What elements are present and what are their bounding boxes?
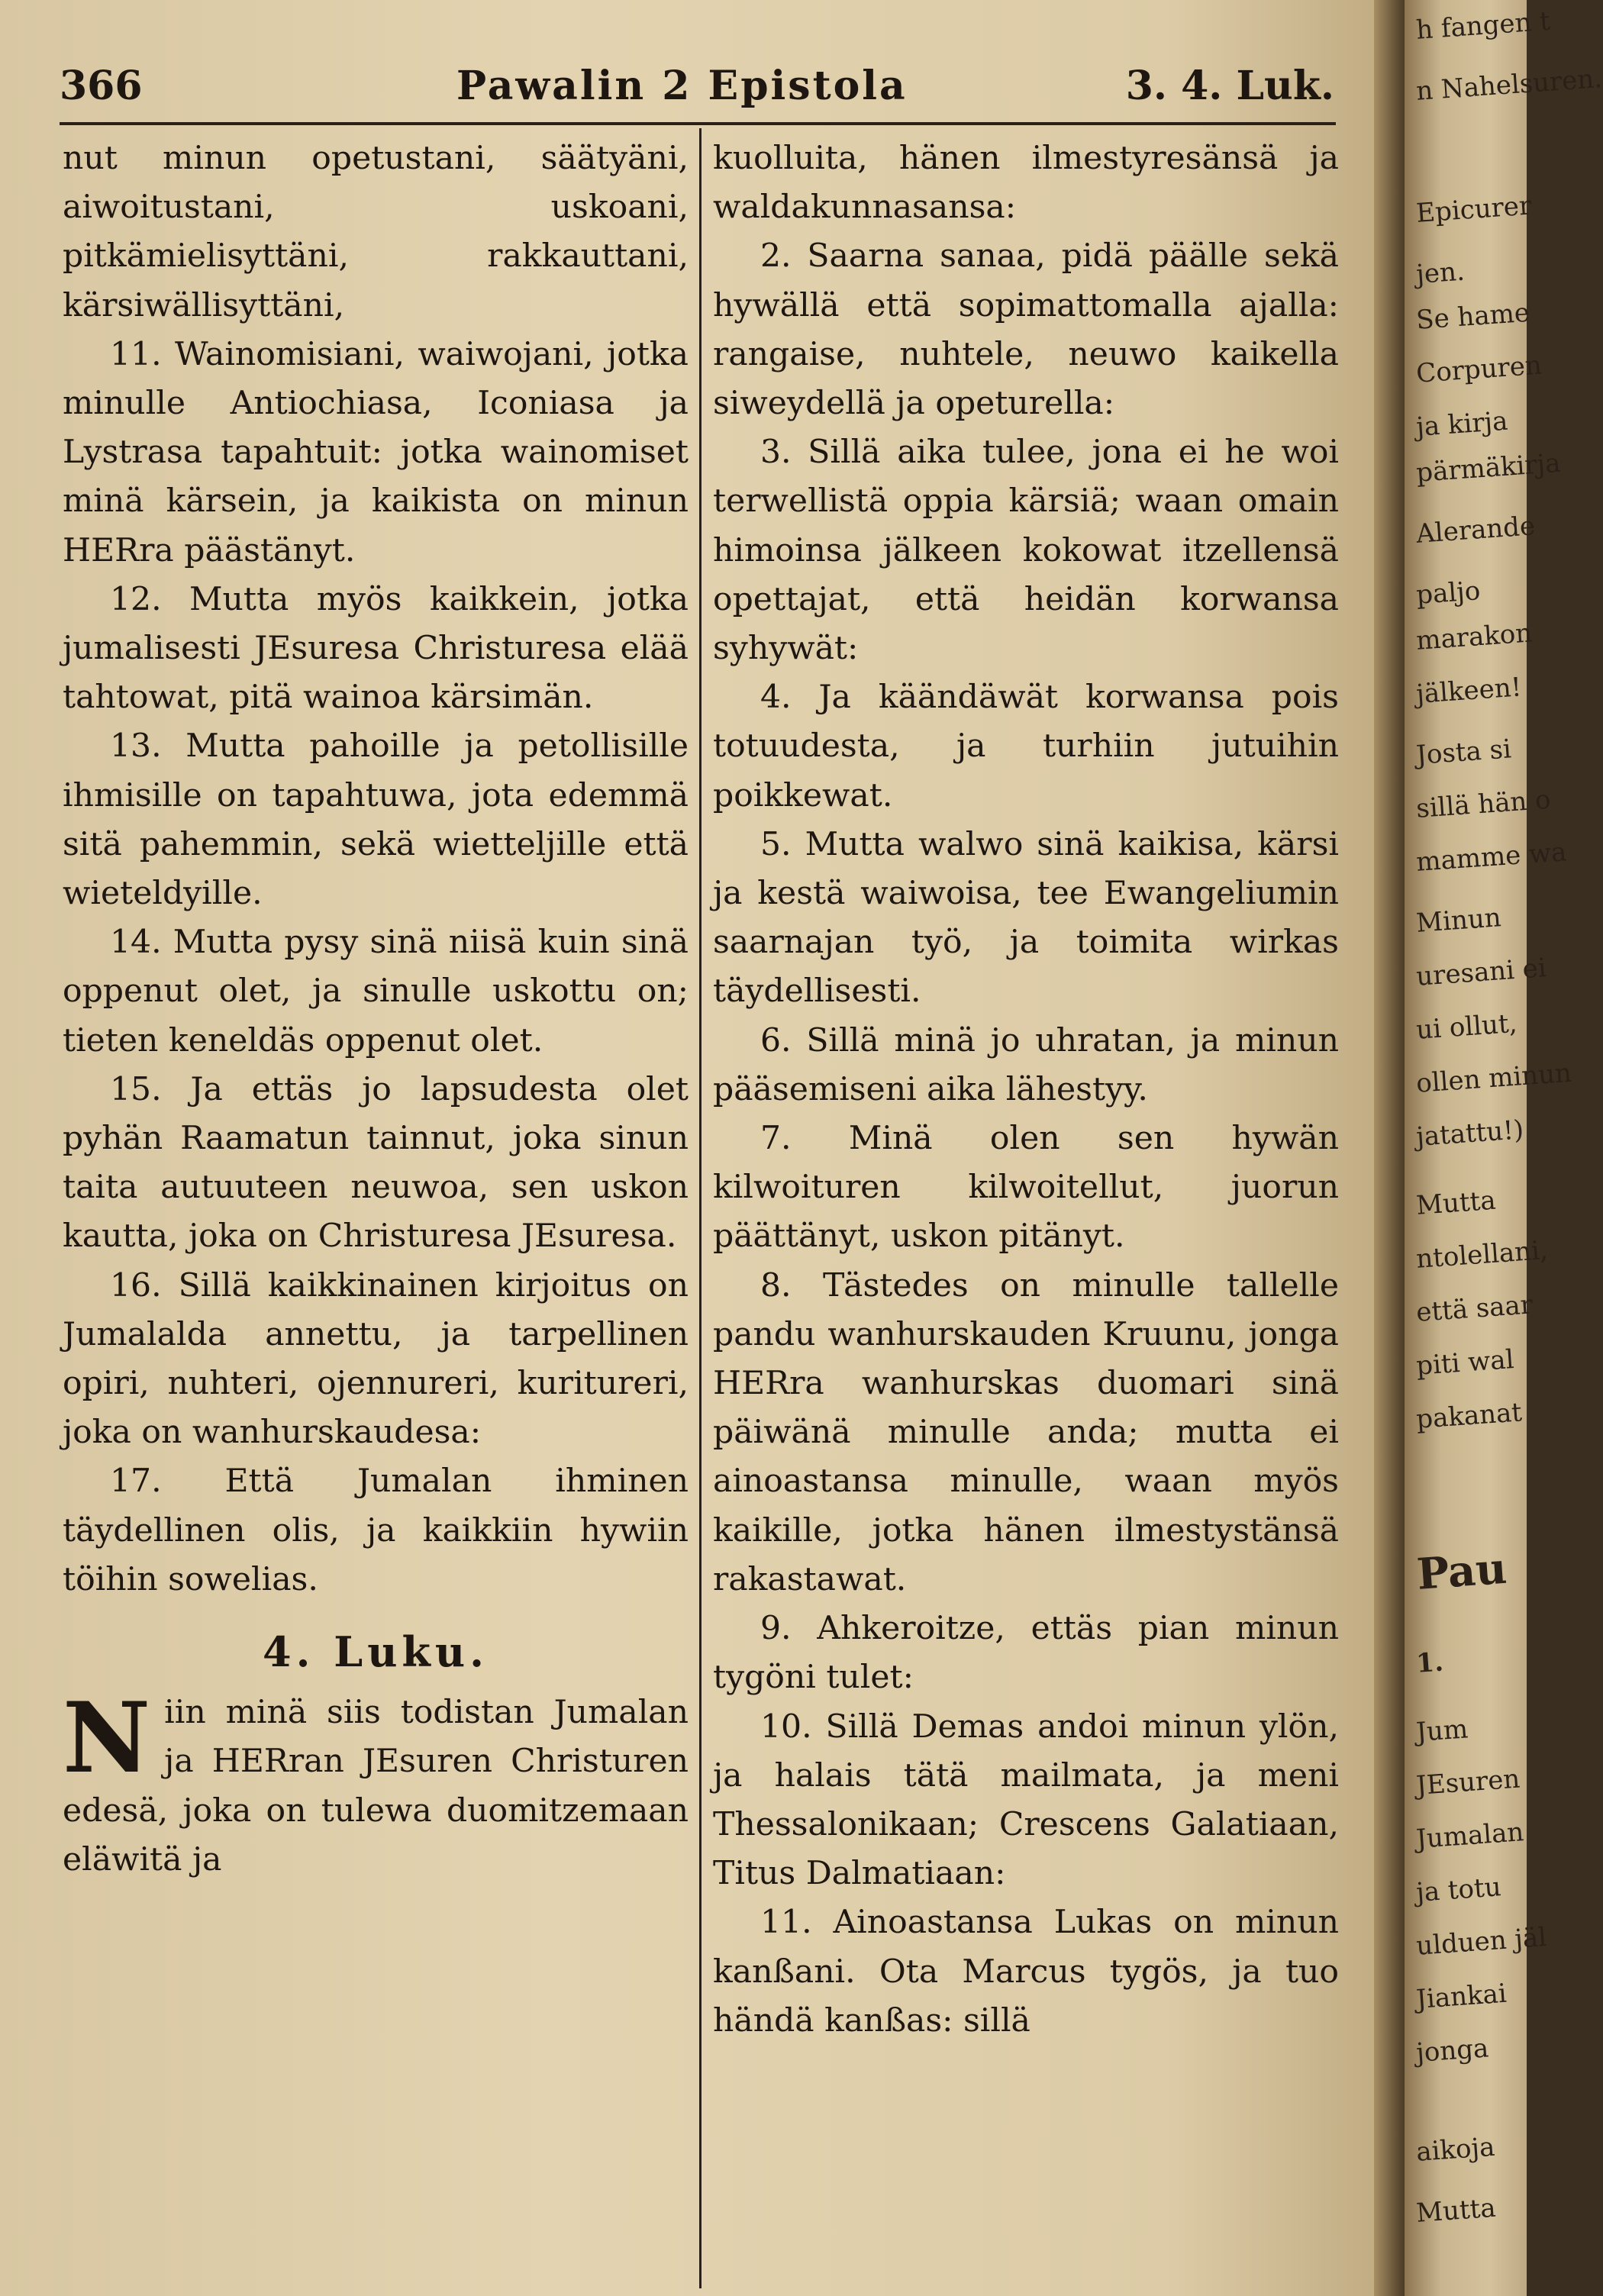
verse-8: 8. Tästedes on minulle tallelle pandu wanhurskauden Kruunu, jonga HERra wanhurskas duomari sinä päiwänä minulle anda; mutta ei ainoastansa minulle, waan myös kaikille, jotka hänen ilmestystänsä rakastawat. <box>713 1266 1339 1598</box>
adjacent-fragment: marakon <box>1415 618 1534 656</box>
adjacent-fragment: jälkeen! <box>1415 672 1523 710</box>
adjacent-fragment: n Nahelsuren. <box>1415 63 1603 107</box>
adjacent-fragment: jatattu!) <box>1415 1114 1525 1153</box>
header-rule <box>60 122 1336 125</box>
continued-verse: nut minun opetustani, säätyäni, aiwoitustani, uskoani, pitkämielisyttäni, rakkauttani, kärsiwällisyttäni, <box>63 140 689 324</box>
book-gutter <box>1374 0 1405 2296</box>
right-column <box>713 134 1339 2046</box>
adjacent-fragment: sillä hän o <box>1415 784 1552 824</box>
page-number: 366 <box>60 63 143 109</box>
verse-15: 15. Ja ettäs jo lapsudesta olet pyhän Raamatun tainnut, joka sinun taita autuuteen neuwoa, sen uskon kautta, joka on Christuresa JEsuresa. <box>63 1070 689 1256</box>
adjacent-fragment: Minun <box>1415 902 1502 939</box>
adjacent-fragment: ulduen jäl <box>1415 1922 1548 1962</box>
adjacent-fragment: pakanat <box>1415 1397 1524 1435</box>
adjacent-fragment: Alerande <box>1415 511 1537 550</box>
verse-11: 11. Ainoastansa Lukas on minun kanßani. Ota Marcus tygös, ja tuo händä kanßas: sillä <box>713 1904 1339 2040</box>
verse-10: 10. Sillä Demas andoi minun ylön, ja halais tätä mailmata, ja meni Thessalonikaan; Crescens Galatiaan, Titus Dalmatiaan: <box>713 1707 1339 1893</box>
adjacent-fragment: paljo <box>1415 576 1482 611</box>
adjacent-fragment: Josta si <box>1415 734 1513 771</box>
verse-2: 2. Saarna sanaa, pidä päälle sekä hywällä että sopimattomalla ajalla: rangaise, nuhtele, neuwo kaikella siweydellä ja opeturella: <box>713 237 1339 423</box>
adjacent-fragment: Jum <box>1415 1714 1469 1748</box>
adjacent-fragment: Mutta <box>1415 2192 1497 2229</box>
verse-9: 9. Ahkeroitze, ettäs pian minun tygöni tulet: <box>713 1610 1339 1697</box>
adjacent-fragment: ntolellani, <box>1415 1234 1549 1275</box>
adjacent-fragment: ollen minun <box>1415 1057 1573 1099</box>
adjacent-fragment: että saar <box>1415 1289 1534 1328</box>
chapter-heading: 4. Luku. <box>263 1627 489 1677</box>
adjacent-page-edge <box>1405 0 1603 2296</box>
verse-5: 5. Mutta walwo sinä kaikisa, kärsi ja kestä waiwoisa, tee Ewangeliumin saarnajan työ, ja toimita wirkas täydellisesti. <box>713 825 1339 1011</box>
verse-12: 12. Mutta myös kaikkein, jotka jumalisesti JEsuresa Christuresa elää tahtowat, pitä wainoa kärsimän. <box>63 580 689 717</box>
continued-verse: kuolluita, hänen ilmestyresänsä ja waldakunnasansa: <box>713 140 1339 227</box>
adjacent-fragment: ja kirja <box>1415 405 1509 443</box>
column-divider <box>699 128 702 2288</box>
running-header <box>60 55 1342 116</box>
adjacent-fragment: Pau <box>1415 1543 1508 1600</box>
adjacent-fragment: piti wal <box>1415 1344 1515 1382</box>
running-title: Pawalin 2 Epistola <box>456 63 908 109</box>
adjacent-fragment: 1. <box>1415 1646 1445 1679</box>
adjacent-fragment: Epicurer <box>1415 190 1533 229</box>
adjacent-fragment: pärmäkirja <box>1415 447 1562 489</box>
adjacent-fragment: Mutta <box>1415 1185 1497 1221</box>
adjacent-fragment: Corpuren <box>1415 350 1543 389</box>
adjacent-fragment: ja totu <box>1415 1872 1502 1908</box>
adjacent-fragment: Jumalan <box>1415 1817 1525 1855</box>
chapter-reference: 3. 4. Luk. <box>1125 63 1334 109</box>
verse-1-text: iin minä siis todistan Jumalan ja HERran JEsuren Christuren edesä, joka on tulewa duomitzemaan eläwitä ja <box>63 1694 689 1878</box>
verse-3: 3. Sillä aika tulee, jona ei he woi terwellistä oppia kärsiä; waan omain himoinsa jälkeen kokowat itzellensä opettajat, että heidän korwansa syhywät: <box>713 434 1339 668</box>
verse-14: 14. Mutta pysy sinä niisä kuin sinä oppenut olet, ja sinulle uskottu on; tieten keneldäs oppenut olet. <box>63 924 689 1059</box>
adjacent-fragment: JEsuren <box>1415 1763 1521 1801</box>
verse-7: 7. Minä olen sen hywän kilwoituren kilwoitellut, juorun päättänyt, uskon pitänyt. <box>713 1120 1339 1256</box>
verse-1 <box>63 1682 689 1885</box>
adjacent-fragment: ui ollut, <box>1415 1008 1518 1046</box>
adjacent-fragment: mamme wa <box>1415 837 1568 878</box>
verse-11: 11. Wainomisiani, waiwojani, jotka minulle Antiochiasa, Iconiasa ja Lystrasa tapahtuit: jotka wainomiset minä kärsein, ja kaikista on minun HERra päästänyt. <box>63 335 689 569</box>
adjacent-fragment: jen. <box>1415 256 1466 290</box>
adjacent-fragment: Jiankai <box>1415 1978 1508 2015</box>
verse-17: 17. Että Jumalan ihminen täydellinen olis, ja kaikkiin hywiin töihin sowelias. <box>63 1462 689 1598</box>
adjacent-fragment: jonga <box>1415 2033 1490 2069</box>
verse-6: 6. Sillä minä jo uhratan, ja minun pääsemiseni aika lähestyy. <box>713 1021 1339 1108</box>
adjacent-fragment: h fangen t <box>1415 5 1552 46</box>
adjacent-fragment: aikoja <box>1415 2131 1496 2168</box>
left-column <box>63 134 689 1885</box>
adjacent-fragment: Se hame <box>1415 297 1531 336</box>
drop-cap: N <box>63 1682 151 1795</box>
verse-4: 4. Ja käändäwät korwansa pois totuudesta, ja turhiin jutuihin poikkewat. <box>713 679 1339 814</box>
adjacent-fragment: uresani ei <box>1415 953 1547 992</box>
verse-16: 16. Sillä kaikkinainen kirjoitus on Jumalalda annettu, ja tarpellinen opiri, nuhteri, ojennureri, kuritureri, joka on wanhurskaudesa: <box>63 1266 689 1452</box>
verse-13: 13. Mutta pahoille ja petollisille ihmisille on tapahtuwa, jota edemmä sitä pahemmin, sekä wietteljille että wieteldyille. <box>63 727 689 913</box>
